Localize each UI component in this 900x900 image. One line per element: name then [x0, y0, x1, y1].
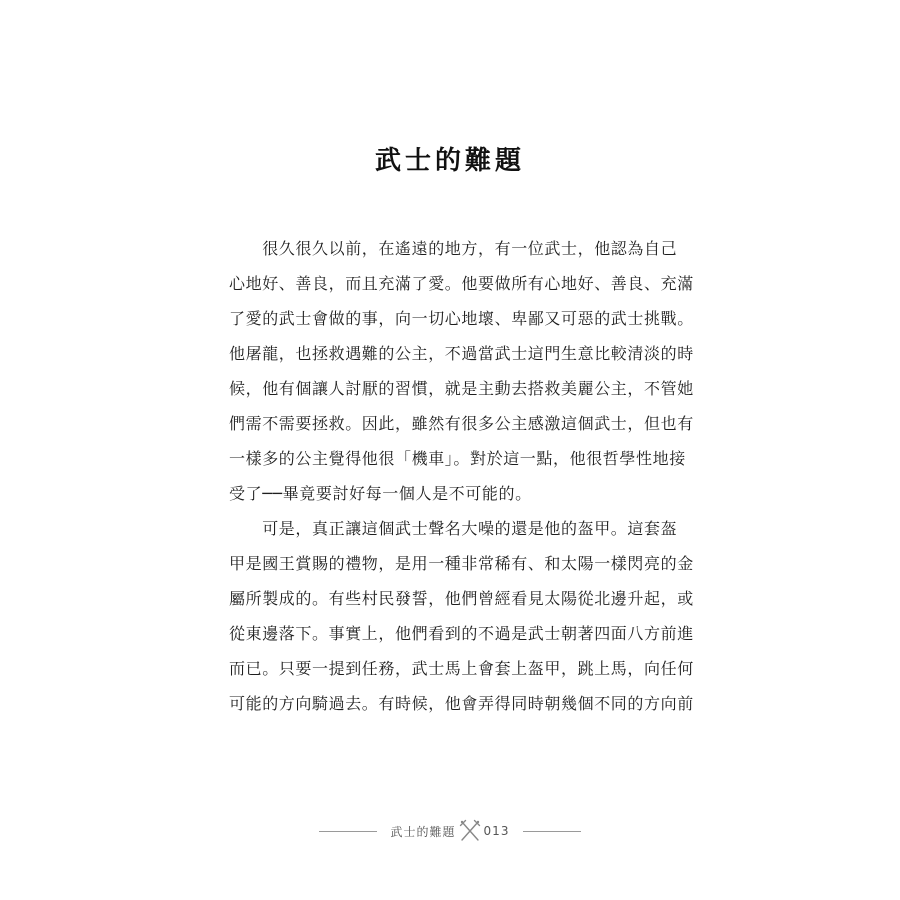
text-line: 很久很久以前，在遙遠的地方，有一位武士，他認為自己 — [229, 239, 678, 258]
text-line: 受了──畢竟要討好每一個人是不可能的。 — [229, 484, 532, 503]
page-footer — [0, 818, 900, 844]
text-line: 他屠龍，也拯救遇難的公主，不過當武士這門生意比較清淡的時 — [229, 344, 694, 363]
text-line: 心地好、善良，而且充滿了愛。他要做所有心地好、善良、充滿 — [229, 274, 694, 293]
footer-rule-right — [523, 831, 581, 832]
page-number: 013 — [483, 824, 510, 838]
text-line: 可能的方向騎過去。有時候，他會弄得同時朝幾個不同的方向前 — [229, 694, 694, 713]
text-line: 了愛的武士會做的事，向一切心地壞、卑鄙又可惡的武士挑戰。 — [229, 309, 694, 328]
text-line: 候，他有個讓人討厭的習慣，就是主動去搭救美麗公主，不管她 — [229, 379, 694, 398]
text-line: 從東邊落下。事實上，他們看到的不過是武士朝著四面八方前進 — [229, 624, 694, 643]
chapter-title: 武士的難題 — [374, 146, 525, 176]
text-line: 而已。只要一提到任務，武士馬上會套上盔甲，跳上馬，向任何 — [229, 659, 694, 678]
footer-rule-left — [319, 831, 377, 832]
text-line: 甲是國王賞賜的禮物，是用一種非常稀有、和太陽一樣閃亮的金 — [229, 554, 694, 573]
body-text — [229, 231, 694, 721]
text-line: 一樣多的公主覺得他很「機車」。對於這一點，他很哲學性地接 — [229, 449, 686, 468]
crossed-swords-icon — [458, 819, 482, 843]
text-line: 屬所製成的。有些村民發誓，他們曾經看見太陽從北邊升起，或 — [229, 589, 694, 608]
footer-running-title: 武士的難題 — [390, 824, 456, 839]
text-line: 們需不需要拯救。因此，雖然有很多公主感激這個武士，但也有 — [229, 414, 694, 433]
text-line: 可是，真正讓這個武士聲名大噪的還是他的盔甲。這套盔 — [229, 519, 678, 538]
